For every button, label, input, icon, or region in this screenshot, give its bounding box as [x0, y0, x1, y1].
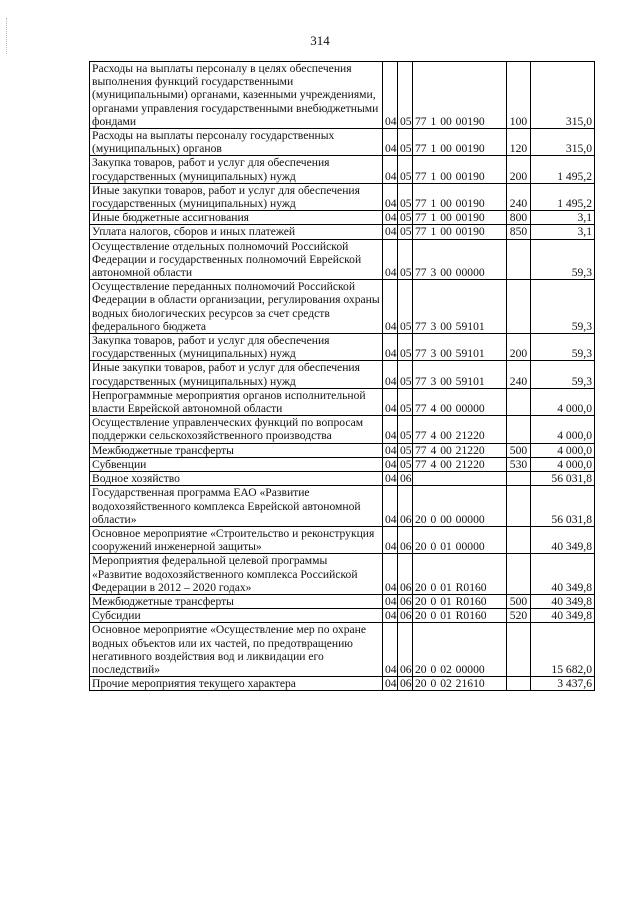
row-expense-type: 200 [507, 156, 531, 183]
table-row [90, 62, 595, 129]
row-name: Закупка товаров, работ и услуг для обеспечения государственных (муниципальных) нужд [90, 156, 383, 183]
row-target-article [413, 472, 507, 486]
row-section-code: 04 [383, 594, 398, 608]
row-subsection-code: 05 [398, 443, 413, 457]
table-row [90, 211, 595, 225]
row-expense-type: 800 [507, 211, 531, 225]
row-expense-type [507, 623, 531, 677]
table-row [90, 388, 595, 415]
table-row [90, 443, 595, 457]
row-section-code: 04 [383, 457, 398, 471]
row-expense-type [507, 239, 531, 280]
row-expense-type: 240 [507, 183, 531, 210]
row-name: Прочие мероприятия текущего характера [90, 677, 383, 691]
row-name: Осуществление отдельных полномочий Российской Федерации и государственных полномочий Еврейской автономной области [90, 239, 383, 280]
budget-table-body [90, 62, 595, 691]
row-target-article: 20 0 00 00000 [413, 486, 507, 527]
table-row [90, 225, 595, 239]
row-target-article: 77 1 00 00190 [413, 129, 507, 156]
row-amount: 315,0 [531, 129, 595, 156]
table-row [90, 416, 595, 443]
row-name: Субвенции [90, 457, 383, 471]
row-section-code: 04 [383, 623, 398, 677]
row-name: Иные закупки товаров, работ и услуг для обеспечения государственных (муниципальных) нужд [90, 183, 383, 210]
row-section-code: 04 [383, 554, 398, 595]
table-row [90, 609, 595, 623]
row-amount: 59,3 [531, 334, 595, 361]
table-row [90, 361, 595, 388]
row-amount: 40 349,8 [531, 609, 595, 623]
row-subsection-code: 06 [398, 554, 413, 595]
row-target-article: 20 0 01 R0160 [413, 594, 507, 608]
table-row [90, 554, 595, 595]
row-target-article: 77 3 00 59101 [413, 280, 507, 334]
row-section-code: 04 [383, 62, 398, 129]
row-section-code: 04 [383, 388, 398, 415]
row-name: Иные бюджетные ассигнования [90, 211, 383, 225]
table-row [90, 156, 595, 183]
row-subsection-code: 06 [398, 609, 413, 623]
row-amount: 4 000,0 [531, 388, 595, 415]
row-target-article: 77 3 00 00000 [413, 239, 507, 280]
table-row [90, 486, 595, 527]
row-section-code: 04 [383, 472, 398, 486]
row-amount: 59,3 [531, 239, 595, 280]
row-expense-type [507, 677, 531, 691]
row-subsection-code: 06 [398, 472, 413, 486]
row-section-code: 04 [383, 609, 398, 623]
row-amount: 1 495,2 [531, 183, 595, 210]
row-expense-type [507, 416, 531, 443]
row-section-code: 04 [383, 361, 398, 388]
row-target-article: 77 4 00 21220 [413, 443, 507, 457]
row-name: Непрограммные мероприятия органов исполнительной власти Еврейской автономной области [90, 388, 383, 415]
row-amount: 1 495,2 [531, 156, 595, 183]
table-row [90, 334, 595, 361]
row-expense-type: 120 [507, 129, 531, 156]
row-section-code: 04 [383, 211, 398, 225]
row-target-article: 77 1 00 00190 [413, 156, 507, 183]
row-name: Основное мероприятие «Осуществление мер по охране водных объектов или их частей, по предотвращению негативного воздействия вод и ликвидации его последствий» [90, 623, 383, 677]
row-name: Расходы на выплаты персоналу в целях обеспечения выполнения функций государственными (муниципальными) органами, казенными учреждениями, органами управления государственными внебюджетными фондами [90, 62, 383, 129]
table-row [90, 472, 595, 486]
row-target-article: 77 1 00 00190 [413, 183, 507, 210]
row-subsection-code: 05 [398, 334, 413, 361]
row-name: Водное хозяйство [90, 472, 383, 486]
table-row [90, 677, 595, 691]
row-section-code: 04 [383, 156, 398, 183]
row-section-code: 04 [383, 526, 398, 553]
row-name: Межбюджетные трансферты [90, 443, 383, 457]
row-subsection-code: 06 [398, 594, 413, 608]
row-section-code: 04 [383, 334, 398, 361]
row-section-code: 04 [383, 129, 398, 156]
row-target-article: 20 0 01 R0160 [413, 609, 507, 623]
row-section-code: 04 [383, 443, 398, 457]
row-expense-type [507, 526, 531, 553]
row-subsection-code: 05 [398, 62, 413, 129]
row-amount: 56 031,8 [531, 472, 595, 486]
row-name: Иные закупки товаров, работ и услуг для обеспечения государственных (муниципальных) нужд [90, 361, 383, 388]
row-target-article: 77 3 00 59101 [413, 334, 507, 361]
row-name: Осуществление управленческих функций по вопросам поддержки сельскохозяйственного производства [90, 416, 383, 443]
row-subsection-code: 05 [398, 280, 413, 334]
row-expense-type: 530 [507, 457, 531, 471]
row-expense-type: 100 [507, 62, 531, 129]
table-row [90, 623, 595, 677]
row-target-article: 20 0 01 00000 [413, 526, 507, 553]
row-amount: 4 000,0 [531, 457, 595, 471]
row-name: Межбюджетные трансферты [90, 594, 383, 608]
page-number: 314 [310, 33, 330, 48]
row-expense-type [507, 554, 531, 595]
table-row [90, 129, 595, 156]
row-subsection-code: 05 [398, 156, 413, 183]
row-subsection-code: 06 [398, 677, 413, 691]
row-target-article: 77 1 00 00190 [413, 225, 507, 239]
row-amount: 3 437,6 [531, 677, 595, 691]
row-name: Уплата налогов, сборов и иных платежей [90, 225, 383, 239]
row-target-article: 77 4 00 21220 [413, 457, 507, 471]
row-expense-type: 850 [507, 225, 531, 239]
row-amount: 40 349,8 [531, 554, 595, 595]
row-subsection-code: 05 [398, 361, 413, 388]
row-expense-type [507, 388, 531, 415]
table-row [90, 526, 595, 553]
row-target-article: 20 0 01 R0160 [413, 554, 507, 595]
row-subsection-code: 05 [398, 457, 413, 471]
row-expense-type: 500 [507, 594, 531, 608]
row-section-code: 04 [383, 183, 398, 210]
row-expense-type: 520 [507, 609, 531, 623]
row-subsection-code: 06 [398, 623, 413, 677]
row-subsection-code: 05 [398, 416, 413, 443]
row-subsection-code: 05 [398, 225, 413, 239]
row-expense-type: 200 [507, 334, 531, 361]
row-amount: 3,1 [531, 225, 595, 239]
table-row [90, 183, 595, 210]
row-amount: 15 682,0 [531, 623, 595, 677]
row-subsection-code: 05 [398, 388, 413, 415]
row-name: Расходы на выплаты персоналу государственных (муниципальных) органов [90, 129, 383, 156]
table-row [90, 457, 595, 471]
row-amount: 315,0 [531, 62, 595, 129]
row-section-code: 04 [383, 416, 398, 443]
row-subsection-code: 05 [398, 129, 413, 156]
row-name: Основное мероприятие «Строительство и реконструкция сооружений инженерной защиты» [90, 526, 383, 553]
budget-table [89, 61, 595, 691]
row-name: Мероприятия федеральной целевой программы «Развитие водохозяйственного комплекса Российской Федерации в 2012 – 2020 годах» [90, 554, 383, 595]
row-section-code: 04 [383, 486, 398, 527]
row-expense-type: 500 [507, 443, 531, 457]
row-name: Субсидии [90, 609, 383, 623]
row-subsection-code: 05 [398, 211, 413, 225]
row-subsection-code: 06 [398, 486, 413, 527]
row-target-article: 77 1 00 00190 [413, 211, 507, 225]
row-section-code: 04 [383, 239, 398, 280]
row-target-article: 77 4 00 21220 [413, 416, 507, 443]
row-amount: 40 349,8 [531, 526, 595, 553]
row-expense-type [507, 486, 531, 527]
table-row [90, 594, 595, 608]
table-row [90, 239, 595, 280]
table-row [90, 280, 595, 334]
row-amount: 40 349,8 [531, 594, 595, 608]
row-section-code: 04 [383, 280, 398, 334]
row-subsection-code: 05 [398, 239, 413, 280]
row-amount: 4 000,0 [531, 443, 595, 457]
row-amount: 59,3 [531, 361, 595, 388]
row-amount: 59,3 [531, 280, 595, 334]
row-amount: 4 000,0 [531, 416, 595, 443]
row-target-article: 77 3 00 59101 [413, 361, 507, 388]
row-name: Осуществление переданных полномочий Российской Федерации в области организации, регулирования охраны водных биологических ресурсов за счет средств федерального бюджета [90, 280, 383, 334]
row-target-article: 77 1 00 00190 [413, 62, 507, 129]
row-target-article: 20 0 02 00000 [413, 623, 507, 677]
row-amount: 56 031,8 [531, 486, 595, 527]
row-expense-type: 240 [507, 361, 531, 388]
row-subsection-code: 05 [398, 183, 413, 210]
row-section-code: 04 [383, 225, 398, 239]
row-name: Государственная программа ЕАО «Развитие водохозяйственного комплекса Еврейской автономной области» [90, 486, 383, 527]
row-name: Закупка товаров, работ и услуг для обеспечения государственных (муниципальных) нужд [90, 334, 383, 361]
row-amount: 3,1 [531, 211, 595, 225]
row-target-article: 77 4 00 00000 [413, 388, 507, 415]
row-expense-type [507, 472, 531, 486]
row-subsection-code: 06 [398, 526, 413, 553]
row-section-code: 04 [383, 677, 398, 691]
row-expense-type [507, 280, 531, 334]
row-target-article: 20 0 02 21610 [413, 677, 507, 691]
